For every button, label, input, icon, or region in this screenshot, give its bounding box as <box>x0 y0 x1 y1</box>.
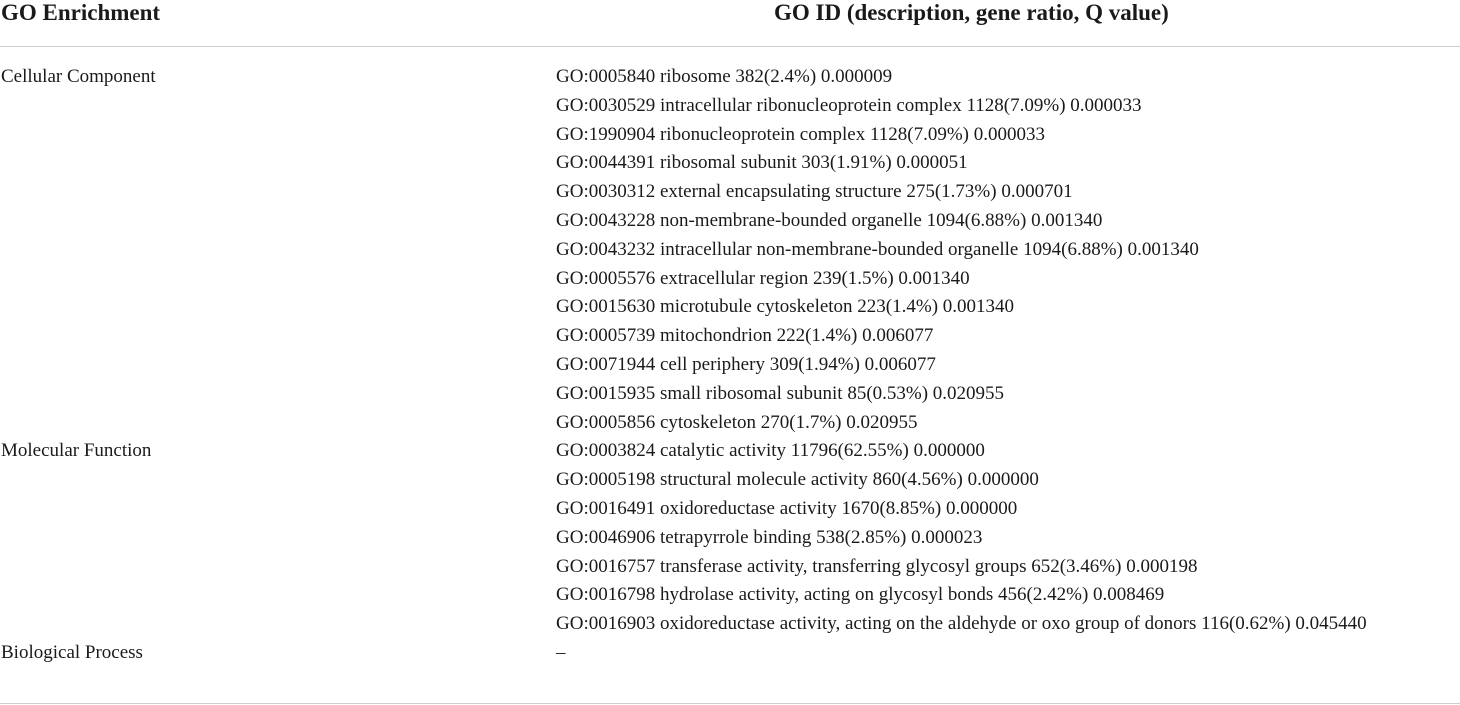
go-term: GO:0005856 cytoskeleton 270(1.7%) 0.020955 <box>556 411 918 433</box>
go-term: GO:0016798 hydrolase activity, acting on glycosyl bonds 456(2.42%) 0.008469 <box>556 584 1165 606</box>
go-term-list <box>556 63 1460 437</box>
go-term-list <box>556 639 1460 668</box>
go-term: GO:0046906 tetrapyrrole binding 538(2.85%) 0.000023 <box>556 526 983 548</box>
go-term: GO:0015630 microtubule cytoskeleton 223(1.4%) 0.001340 <box>556 296 1015 318</box>
go-term: GO:0016757 transferase activity, transferring glycosyl groups 652(3.46%) 0.000198 <box>556 555 1198 577</box>
go-term: GO:0015935 small ribosomal subunit 85(0.53%) 0.020955 <box>556 382 1005 404</box>
go-term: GO:1990904 ribonucleoprotein complex 1128(7.09%) 0.000033 <box>556 123 1045 145</box>
empty-value-dash: – <box>556 641 566 663</box>
go-term: GO:0005739 mitochondrion 222(1.4%) 0.006077 <box>556 325 934 347</box>
go-term: GO:0005576 extracellular region 239(1.5%) 0.001340 <box>556 267 970 289</box>
category-label: Biological Process <box>1 641 143 663</box>
go-term: GO:0044391 ribosomal subunit 303(1.91%) 0.000051 <box>556 152 968 174</box>
go-term: GO:0071944 cell periphery 309(1.94%) 0.006077 <box>556 353 936 375</box>
go-term: GO:0030312 external encapsulating structure 275(1.73%) 0.000701 <box>556 181 1073 203</box>
go-term: GO:0003824 catalytic activity 11796(62.55%) 0.000000 <box>556 440 985 462</box>
table-row-biological-process <box>0 639 1460 668</box>
column-header-go-id: GO ID (description, gene ratio, Q value) <box>774 0 1169 25</box>
column-header-go-enrichment: GO Enrichment <box>1 0 161 25</box>
category-label: Cellular Component <box>1 66 156 87</box>
category-label: Molecular Function <box>1 440 152 462</box>
go-term: GO:0005840 ribosome 382(2.4%) 0.000009 <box>556 66 893 87</box>
go-term: GO:0016491 oxidoreductase activity 1670(8.85%) 0.000000 <box>556 497 1018 519</box>
go-term-list <box>556 437 1460 639</box>
table-body <box>0 63 1460 668</box>
table-bottom-rule <box>0 703 1460 704</box>
go-term: GO:0005198 structural molecule activity 860(4.56%) 0.000000 <box>556 469 1039 491</box>
go-term: GO:0016903 oxidoreductase activity, acting on the aldehyde or oxo group of donors 116(0.62%) 0.045440 <box>556 613 1367 635</box>
table-row-molecular-function <box>0 437 1460 639</box>
table-row-cellular-component <box>0 63 1460 437</box>
table-header-row <box>0 0 1460 47</box>
go-term: GO:0030529 intracellular ribonucleoprotein complex 1128(7.09%) 0.000033 <box>556 94 1142 116</box>
go-term: GO:0043228 non-membrane-bounded organelle 1094(6.88%) 0.001340 <box>556 209 1103 231</box>
go-term: GO:0043232 intracellular non-membrane-bounded organelle 1094(6.88%) 0.001340 <box>556 238 1199 260</box>
